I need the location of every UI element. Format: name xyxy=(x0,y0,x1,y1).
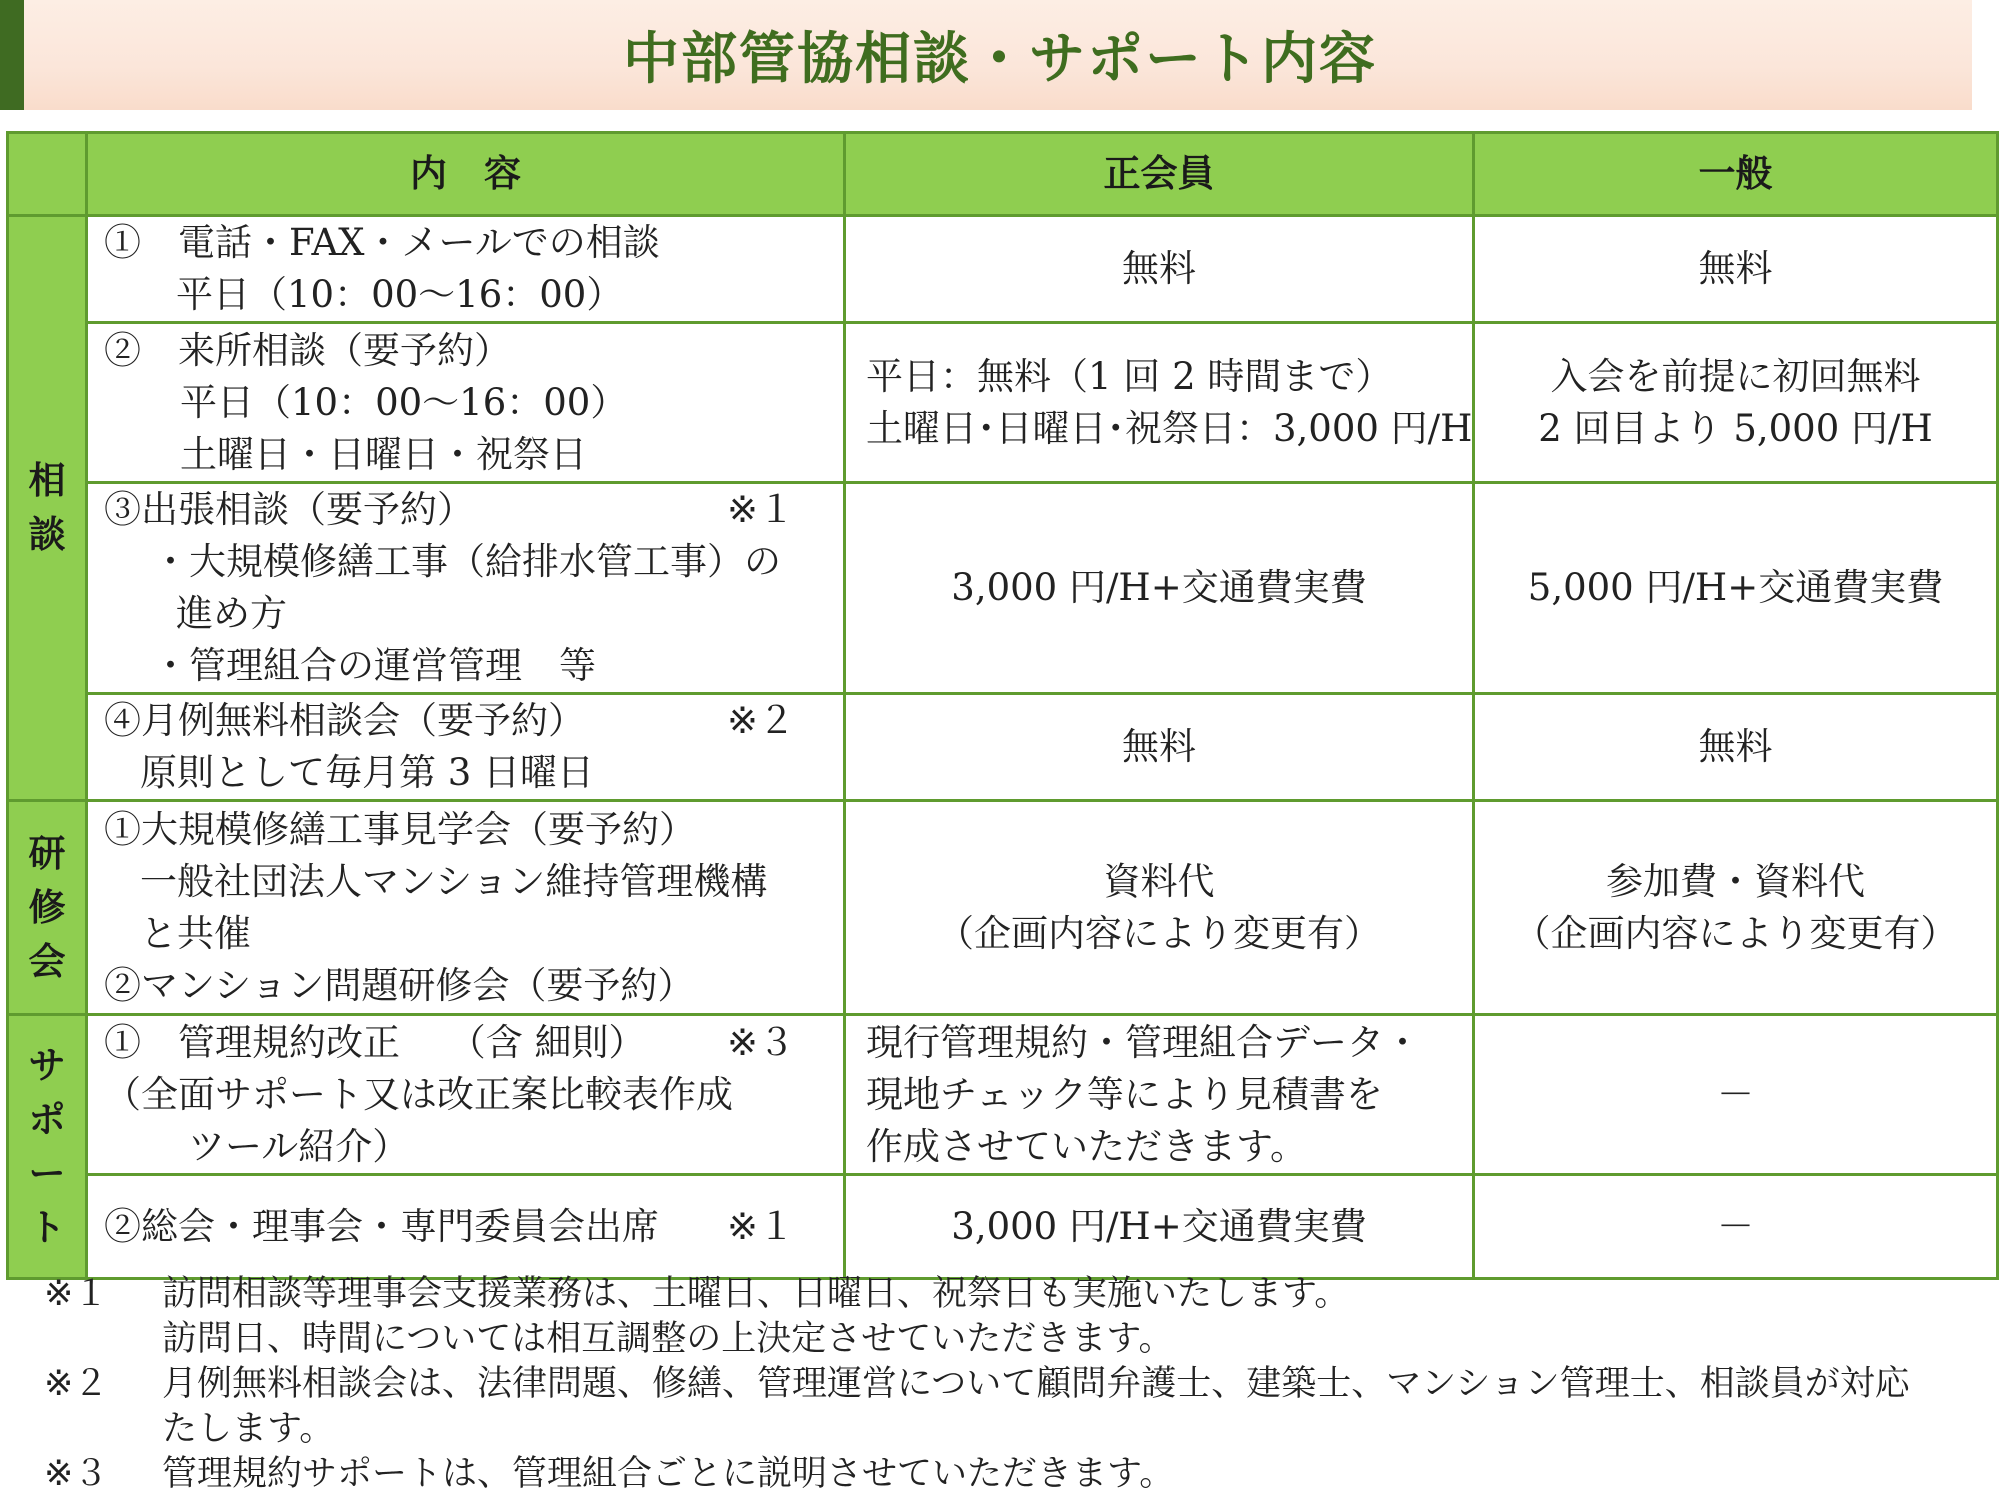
content-cell: ④月例無料相談会（要予約） ※２ 原則として毎月第 3 日曜日 xyxy=(87,694,845,801)
footnote-text: 管理規約サポートは、管理組合ごとに説明させていただきます。 xyxy=(162,1454,1175,1494)
footnote-text: 訪問相談等理事会支援業務は、土曜日、日曜日、祝祭日も実施いたします。 xyxy=(162,1274,1350,1314)
section-label-support: サ ポ ー ト xyxy=(8,1015,87,1279)
note-mark: ※３ xyxy=(726,1020,795,1064)
member-cell: 無料 xyxy=(845,216,1474,323)
general-cell: 5,000 円/H+交通費実費 xyxy=(1474,483,1998,694)
member-cell: 平日：無料（1 回 2 時間まで） 土曜日･日曜日･祝祭日：3,000 円/H xyxy=(845,323,1474,483)
page-title: 中部管協相談・サポート内容 xyxy=(623,27,1377,92)
content-cell: ②総会・理事会・専門委員会出席 ※１ xyxy=(87,1175,845,1279)
content-cell: ② 来所相談（要予約） 平日（10：00～16：00） 土曜日・日曜日・祝祭日 xyxy=(87,323,845,483)
general-cell: 参加費・資料代 （企画内容により変更有） xyxy=(1474,801,1998,1015)
member-cell: 3,000 円/H+交通費実費 xyxy=(845,1175,1474,1279)
footnote-mark: ※２ xyxy=(44,1364,109,1404)
footnote-text: たします。 xyxy=(162,1409,335,1449)
general-cell: － xyxy=(1474,1015,1998,1175)
general-cell: － xyxy=(1474,1175,1998,1279)
header-content: 内 容 xyxy=(87,133,845,216)
member-cell: 資料代 （企画内容により変更有） xyxy=(845,801,1474,1015)
section-label-soudan: 相 談 xyxy=(8,216,87,801)
general-cell: 無料 xyxy=(1474,694,1998,801)
footnote-2 xyxy=(44,1362,1994,1407)
content-cell: ① 電話・FAX・メールでの相談 平日（10：00～16：00） xyxy=(87,216,845,323)
footnote-mark: ※３ xyxy=(44,1454,109,1494)
member-cell: 現行管理規約・管理組合データ・ 現地チェック等により見積書を 作成させていただきます。 xyxy=(845,1015,1474,1175)
header-general: 一般 xyxy=(1474,133,1998,216)
service-table xyxy=(6,131,1999,1280)
general-cell: 無料 xyxy=(1474,216,1998,323)
footnote-mark: ※１ xyxy=(44,1274,109,1314)
note-mark: ※１ xyxy=(726,1204,795,1248)
footnote-text: 月例無料相談会は、法律問題、修繕、管理運営について顧問弁護士、建築士、マンション管理士、相談員が対応 xyxy=(162,1364,1910,1404)
footnote-3 xyxy=(44,1452,1994,1497)
table-row xyxy=(8,483,1998,694)
table-row xyxy=(8,694,1998,801)
table-row xyxy=(8,1175,1998,1279)
table-row xyxy=(8,323,1998,483)
content-cell: ③出張相談（要予約） ※１ ・大規模修繕工事（給排水管工事）の 進め方 ・管理組合の運営管理 等 xyxy=(87,483,845,694)
member-cell: 無料 xyxy=(845,694,1474,801)
table-row xyxy=(8,216,1998,323)
member-cell: 3,000 円/H+交通費実費 xyxy=(845,483,1474,694)
content-cell: ① 管理規約改正 （含 細則） ※３ （全面サポート又は改正案比較表作成 ツール紹介） xyxy=(87,1015,845,1175)
content-cell: ①大規模修繕工事見学会（要予約） 一般社団法人マンション維持管理機構 と共催 ②マンション問題研修会（要予約） xyxy=(87,801,845,1015)
header-member: 正会員 xyxy=(845,133,1474,216)
table-row xyxy=(8,1015,1998,1175)
section-label-kenshu: 研 修 会 xyxy=(8,801,87,1015)
general-cell: 入会を前提に初回無料 2 回目より 5,000 円/H xyxy=(1474,323,1998,483)
footnotes xyxy=(44,1272,1994,1497)
table-row xyxy=(8,801,1998,1015)
header-corner xyxy=(8,133,87,216)
note-mark: ※２ xyxy=(726,699,795,742)
footnote-text: 訪問日、時間については相互調整の上決定させていただきます。 xyxy=(162,1319,1174,1359)
header-row xyxy=(8,133,1998,216)
footnote-1 xyxy=(44,1272,1994,1317)
note-mark: ※１ xyxy=(726,488,795,531)
